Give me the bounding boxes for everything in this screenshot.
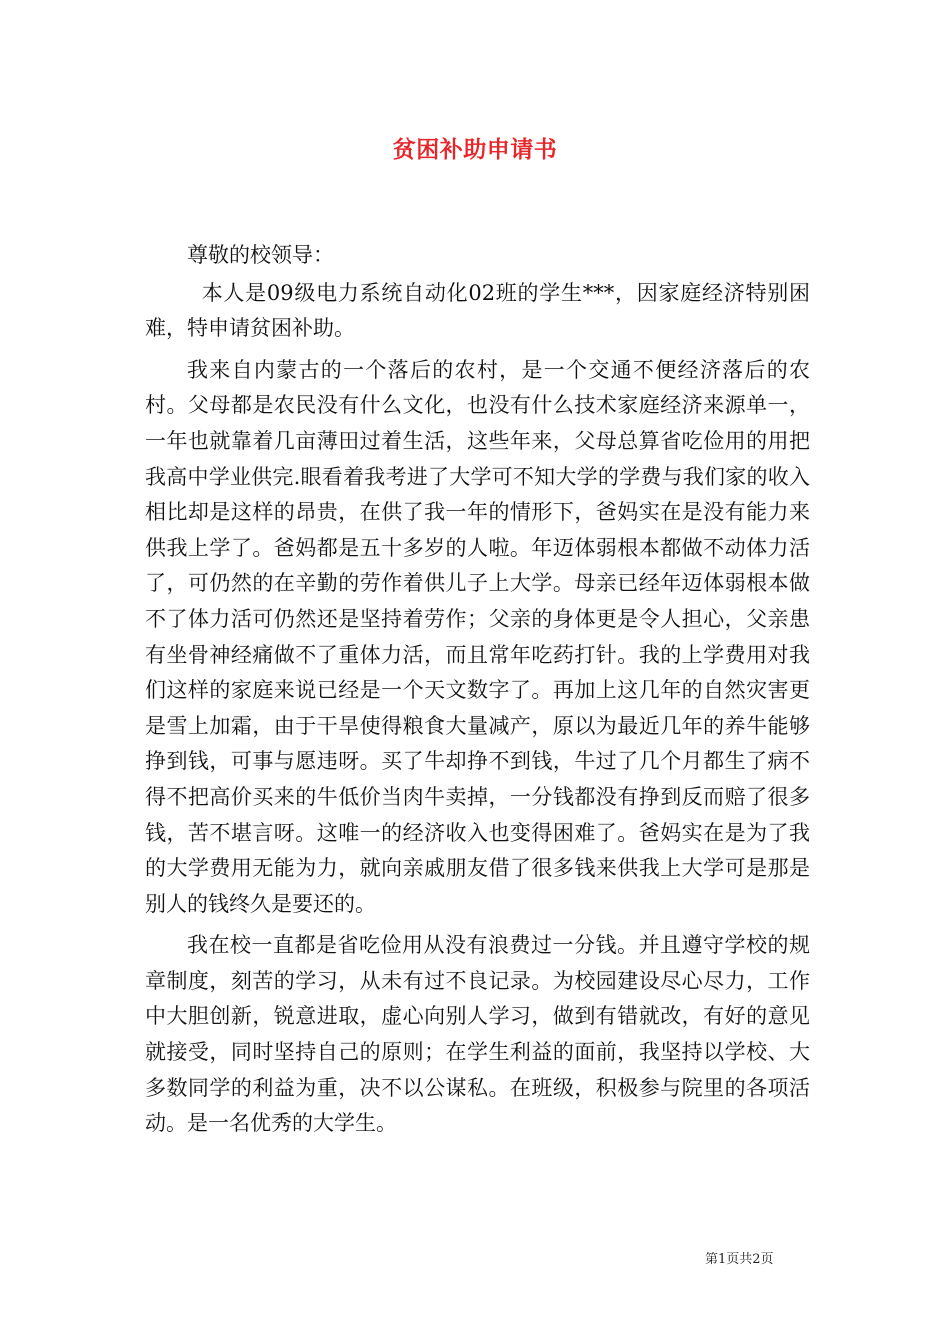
paragraph-3: 我在校一直都是省吃俭用从没有浪费过一分钱。并且遵守学校的规章制度，刻苦的学习，从未有过不良记录。为校园建设尽心尽力，工作中大胆创新，锐意进取，虚心向别人学习，做到有错就改，有好的意见就接受，同时坚持自己的原则；在学生利益的面前，我坚持以学校、大多数同学的利益为重，决不以公谋私。在班级，积极参与院里的各项活动。是一名优秀的大学生。 (145, 933, 810, 1136)
page-indicator: 第1页共2页 (705, 1252, 774, 1267)
paragraph-1: 本人是09级电力系统自动化02班的学生***，因家庭经济特别困难，特申请贫困补助。 (145, 280, 810, 341)
document-body (145, 238, 810, 1142)
salutation: 尊敬的校领导： (187, 243, 334, 267)
paragraph-2: 我来自内蒙古的一个落后的农村，是一个交通不便经济落后的农村。父母都是农民没有什么文化，也没有什么技术家庭经济来源单一，一年也就靠着几亩薄田过着生活，这些年来，父母总算省吃俭用的用把我高中学业供完.眼看着我考进了大学可不知大学的学费与我们家的收入相比却是这样的昂贵，在供了我一年的情形下，爸妈实在是没有能力来供我上学了。爸妈都是五十多岁的人啦。年迈体弱根本都做不动体力活了，可仍然的在辛勤的劳作着供儿子上大学。母亲已经年迈体弱根本做不了体力活可仍然还是坚持着劳作；父亲的身体更是令人担心，父亲患有坐骨神经痛做不了重体力活，而且常年吃药打针。我的上学费用对我们这样的家庭来说已经是一个天文数字了。再加上这几年的自然灾害更是雪上加霜，由于干旱使得粮食大量减产，原以为最近几年的养牛能够挣到钱，可事与愿违呀。买了牛却挣不到钱，牛过了几个月都生了病不得不把高价买来的牛低价当肉牛卖掉，一分钱都没有挣到反而赔了很多钱，苦不堪言呀。这唯一的经济收入也变得困难了。爸妈实在是为了我的大学费用无能为力，就向亲戚朋友借了很多钱来供我上大学可是那是别人的钱终久是要还的。 (145, 357, 810, 916)
document-title: 贫困补助申请书 (392, 136, 558, 163)
